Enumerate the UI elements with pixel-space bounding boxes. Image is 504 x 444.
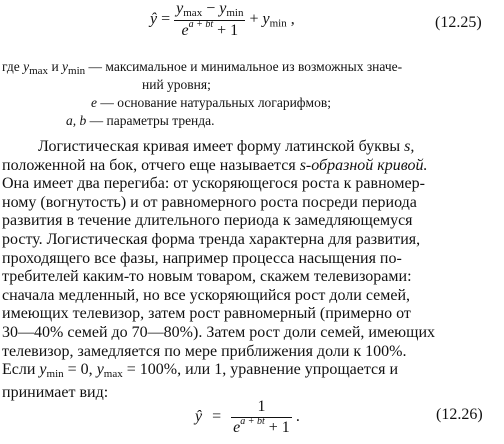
para-line-13 — [2, 361, 458, 384]
eq2-den-exp: a + bt — [240, 416, 265, 427]
def-ab: a, b — [66, 113, 87, 128]
def-ymax: y — [23, 59, 30, 74]
eq2-lhs: ŷ — [195, 408, 203, 426]
eq-lhs: ŷ — [150, 10, 158, 28]
def-ymax-sub: max — [29, 65, 49, 77]
para-line-1 — [2, 138, 458, 157]
def-ab-text: — параметры тренда. — [86, 113, 215, 128]
def-intro: где — [2, 59, 24, 74]
eq-tail-sub: min — [269, 17, 287, 30]
eq-num-a-sub: max — [183, 7, 203, 19]
equation-12-26 — [195, 398, 300, 437]
para-text: = 0, — [63, 361, 97, 379]
para-line-7: проходящего все фазы, например процесса насыщения по- — [2, 249, 402, 267]
eq2-den-tail: + 1 — [264, 419, 290, 436]
para-line-11: 30—40% семей до 70—80%). Затем рост доли семей, имеющих — [2, 323, 436, 341]
def-line-1-cont: ний уровня; — [142, 77, 211, 92]
para-ymax: y — [96, 361, 104, 379]
eq-num-minus: − — [202, 0, 220, 17]
def-ymax-ymin-text: — максимальное и минимальное из возможных значе- — [85, 59, 403, 74]
body-paragraph — [2, 138, 458, 402]
def-e: e — [91, 95, 97, 110]
eq-den-exp: a + bt — [188, 19, 214, 30]
eq-equals: = — [161, 10, 171, 28]
eq2-fraction — [231, 398, 292, 437]
para-text: Если — [2, 361, 40, 379]
eq2-denominator — [231, 418, 292, 437]
def-line-e — [91, 94, 331, 112]
para-text: положенной на бок, отчего еще называется — [2, 156, 300, 174]
eq2-equals: = — [212, 408, 222, 426]
para-text: Логистическая кривая имеет форму латинской буквы — [38, 138, 405, 155]
para-line-10: имеющих телевизор, затем рост равномерный (примерно от — [2, 305, 411, 323]
para-line-12: телевизор, замедляется по мере приближения доли к 100%. — [2, 342, 407, 360]
eq-plus: + — [249, 10, 263, 28]
def-line-ab — [66, 112, 215, 130]
eq2-period: . — [291, 408, 300, 426]
para-ymin-sub: min — [46, 368, 64, 381]
eq-fraction — [174, 0, 245, 40]
eq-num-b-sub: min — [226, 7, 244, 19]
para-s-letter: s, — [404, 138, 415, 155]
para-line-9: сначала медленный, но все ускоряющийся рост доли семей, — [2, 286, 411, 304]
eq-tail: y — [262, 10, 270, 28]
para-line-6: росту. Логистическая форма тренда характерна для развития, — [2, 230, 421, 248]
eq2-numerator: 1 — [231, 398, 292, 418]
equation-number-12-25: (12.25) — [435, 14, 482, 31]
para-s-curve-term: s-образной кривой. — [299, 156, 428, 174]
eq-den-tail: + 1 — [213, 22, 239, 39]
def-ymin: y — [62, 59, 69, 74]
para-line-4: ному (вогнутость) и от равномерного роста посреди периода — [2, 193, 417, 211]
eq-comma: , — [286, 10, 295, 28]
para-line-2 — [2, 157, 458, 176]
equation-number-12-26: (12.26) — [436, 406, 483, 423]
eq-numerator — [174, 0, 245, 21]
para-ymax-sub: max — [103, 368, 123, 381]
def-e-text: — основание натуральных логарифмов; — [97, 95, 331, 110]
para-text: = 100%, или 1, уравнение упрощается и — [122, 361, 399, 379]
eq2-den-base: e — [233, 419, 241, 436]
para-line-5: развития в течение длительного периода к замедляющемуся — [2, 212, 413, 230]
equation-12-25 — [150, 0, 295, 40]
eq-den-base: e — [181, 22, 189, 39]
eq-num-b: y — [219, 0, 227, 17]
def-and: и — [48, 59, 63, 74]
eq-num-a: y — [176, 0, 184, 17]
para-line-8: требителей каким-то новым товаром, скажем телевизорами: — [2, 268, 412, 286]
def-ymin-sub: min — [68, 65, 86, 77]
para-line-14: принимает вид: — [2, 383, 109, 401]
para-ymin: y — [39, 361, 47, 379]
para-line-3: Она имеет два перегиба: от ускоряющегося роста к равномер- — [2, 175, 425, 193]
eq-denominator — [174, 21, 245, 40]
